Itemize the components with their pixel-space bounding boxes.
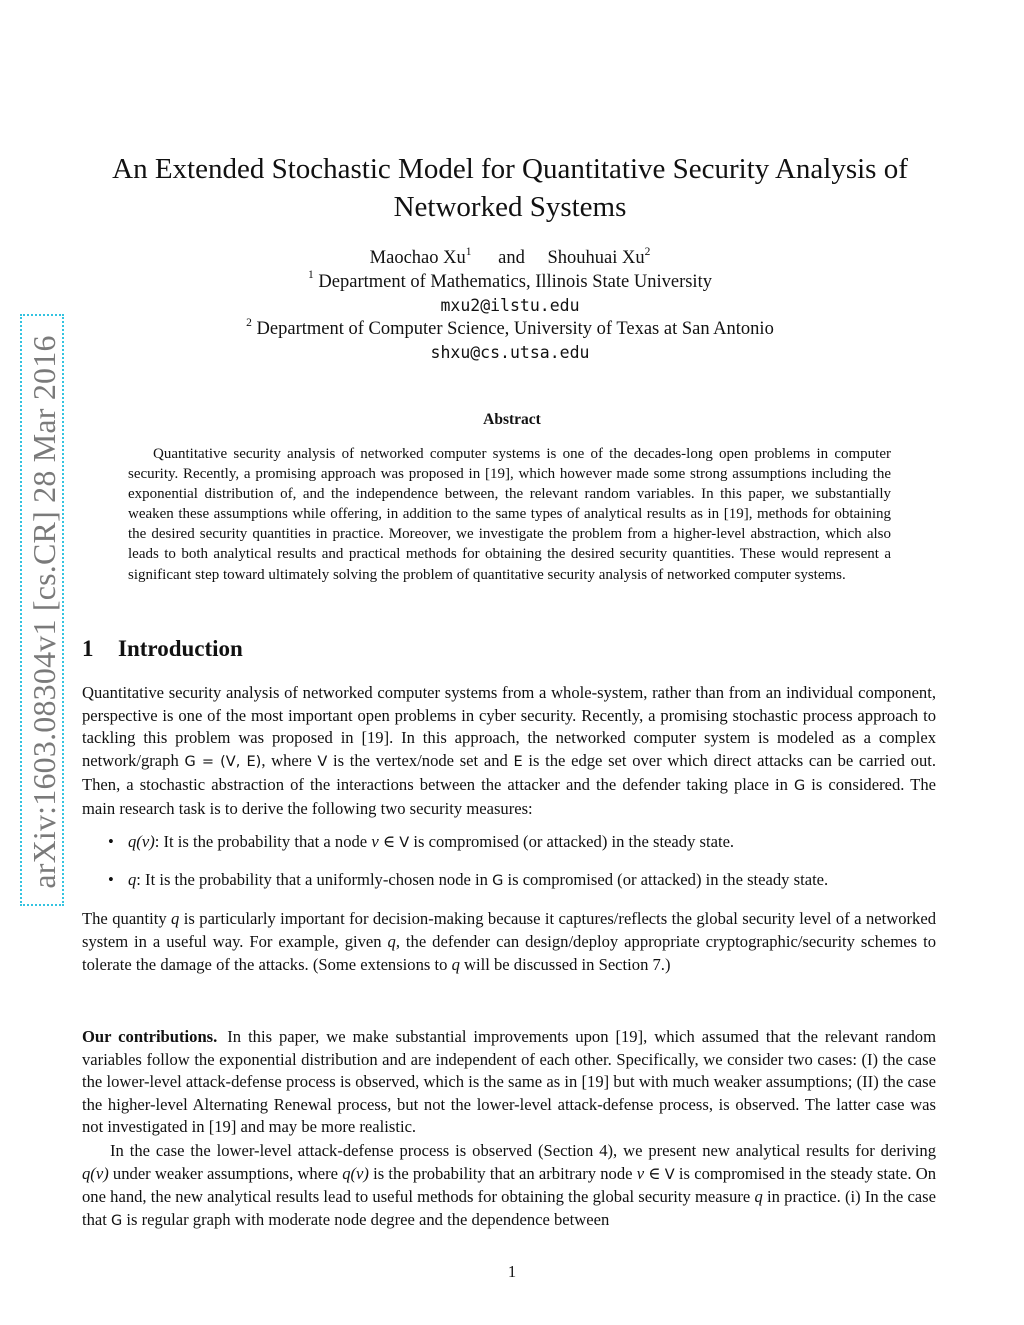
affiliation-line xyxy=(80,271,940,295)
text-run: Quantitative security analysis of networked computer systems from a whole-system, rather than from an individual component, perspective is one of the most important open problems in cyber security. Recently, a promising stochastic process approach to tackling this problem was proposed in [19]. In this approach, the networked computer system is modeled as a complex network/graph xyxy=(82,683,936,771)
text-run: is the vertex/node set and xyxy=(327,751,514,771)
intro-paragraph xyxy=(82,682,936,820)
text-run: is the probability that an arbitrary node xyxy=(368,1163,637,1183)
text-run: In the case the lower-level attack-defense process is observed (Section 4), we present new analytical results for deriving xyxy=(110,1141,936,1160)
text-run: , where xyxy=(261,751,318,771)
bullet-marker: • xyxy=(108,870,114,889)
abstract-body: Quantitative security analysis of networked computer systems is one of the decades-long open problems in computer security. Recently, a promising approach was proposed in [19], which however made some strong assumptions including the exponential distribution of, and the independence between, the relevant random variables. In this paper, we substantially weaken these assumptions while offering, in addition to the same types of analytical results as in [19], methods for obtaining the desired security quantities in practice. Moreover, we investigate the problem from a higher-level abstraction, which also leads to both analytical results and practical methods for obtaining the desired security quantities. These would represent a significant step toward ultimately solving the problem of quantitative security analysis of networked computer systems. xyxy=(128,446,891,583)
contributions-paragraph xyxy=(82,1026,936,1139)
text-run: In this paper, we make substantial improvements upon [19], which assumed that the relevant random variables follow the exponential distribution and are independent of each other. Specifically, we consider two cases: (I) the case the lower-level attack-defense process is observed, which is the same as in [19] but with much weaker assumptions; (II) the case the higher-level Alternating Renewal process, but not the lower-level attack-defense process, is observed. The latter case was not investigated in [19] and may be more realistic. xyxy=(82,1027,936,1137)
membership-operator: ∈ xyxy=(644,1163,665,1183)
membership-operator: ∈ xyxy=(378,832,400,851)
bullet-marker: • xyxy=(108,832,114,851)
list-item-text xyxy=(128,831,734,855)
affiliation-mark: 1 xyxy=(308,269,314,282)
text-run: : It is the probability that a uniformly-chosen node in xyxy=(136,870,493,889)
quantity-paragraph xyxy=(82,908,936,977)
author-email: shxu@cs.utsa.edu xyxy=(430,343,590,363)
paper-title-line-2: Networked Systems xyxy=(393,191,627,223)
author-name: Shouhuai Xu xyxy=(547,248,645,268)
arxiv-stamp xyxy=(20,314,64,906)
paragraph-lead: Our contributions. xyxy=(82,1027,218,1046)
author-connector: and xyxy=(498,248,525,268)
vertex-set-symbol: V xyxy=(664,1166,675,1183)
text-run: is compromised in the steady state. On one hand, the new analytical results lead to useful methods for obtaining the global security measure xyxy=(82,1163,936,1207)
section-heading xyxy=(82,633,243,665)
graph-symbol: G xyxy=(793,777,806,794)
text-run: is particularly important for decision-making because it captures/reflects the global security level of a networked system in a useful way. For example, given xyxy=(82,909,936,951)
author-email: mxu2@ilstu.edu xyxy=(440,296,580,316)
node-variable: v xyxy=(636,1163,645,1183)
text-run: is the edge set over which direct attacks can be carried out. Then, a stochastic abstraction of the interactions between the attacker and the defender taking place in xyxy=(82,751,937,794)
measure-term: q xyxy=(128,870,137,889)
section-number: 1 xyxy=(82,636,94,661)
edge-set-symbol: E xyxy=(513,754,523,771)
text-run: is considered. The main research task is to derive the following two security measures: xyxy=(82,774,936,818)
text-run: under weaker assumptions, where xyxy=(108,1163,343,1183)
math-symbol: q(v) xyxy=(82,1163,109,1183)
node-variable: v xyxy=(371,832,379,851)
math-symbol: q xyxy=(754,1187,763,1207)
arxiv-identifier: arXiv:1603.08304v1 [cs.CR] 28 Mar 2016 xyxy=(26,335,62,889)
text-run: in practice. (i) In the case that xyxy=(82,1187,936,1229)
paper-title xyxy=(90,150,930,226)
math-symbol: q xyxy=(451,954,460,974)
affiliation-mark: 1 xyxy=(465,245,472,258)
section-title: Introduction xyxy=(118,636,243,661)
text-run: will be discussed in Section 7.) xyxy=(459,954,671,974)
vertex-set-symbol: V xyxy=(317,754,328,771)
text-run: : It is the probability that a node xyxy=(154,832,372,851)
author-block xyxy=(80,247,940,365)
affiliation-text: Department of Mathematics, Illinois State University xyxy=(318,271,712,292)
page-number: 1 xyxy=(507,1262,517,1281)
affiliation-mark: 2 xyxy=(246,316,252,329)
author-name: Maochao Xu xyxy=(369,248,466,268)
graph-expression: G = (V, E) xyxy=(184,754,262,771)
text-run: is compromised (or attacked) in the steady state. xyxy=(503,870,829,889)
math-symbol: q(v) xyxy=(342,1163,369,1183)
list-item-text xyxy=(128,869,828,893)
affiliation-text: Department of Computer Science, University of Texas at San Antonio xyxy=(256,318,774,339)
case-paragraph xyxy=(82,1140,936,1232)
graph-symbol: G xyxy=(492,873,504,889)
paper-title-line-1: An Extended Stochastic Model for Quantitative Security Analysis of xyxy=(112,153,908,185)
affiliation-mark: 2 xyxy=(644,245,651,258)
math-symbol: q xyxy=(387,931,396,951)
affiliation-line xyxy=(80,318,940,342)
text-run: , the defender can design/deploy appropriate cryptographic/security schemes to tolerate the damage of the attacks. (Some extensions to xyxy=(82,931,936,974)
measure-term: q(v) xyxy=(128,832,155,851)
abstract-heading: Abstract xyxy=(483,411,541,428)
graph-symbol: G xyxy=(111,1212,123,1229)
vertex-set-symbol: V xyxy=(399,835,410,851)
math-symbol: q xyxy=(171,909,180,928)
text-run: is regular graph with moderate node degree and the dependence between xyxy=(122,1209,610,1229)
text-run: is compromised (or attacked) in the steady state. xyxy=(409,832,735,851)
author-line xyxy=(80,247,940,271)
text-run: The quantity xyxy=(82,909,172,928)
